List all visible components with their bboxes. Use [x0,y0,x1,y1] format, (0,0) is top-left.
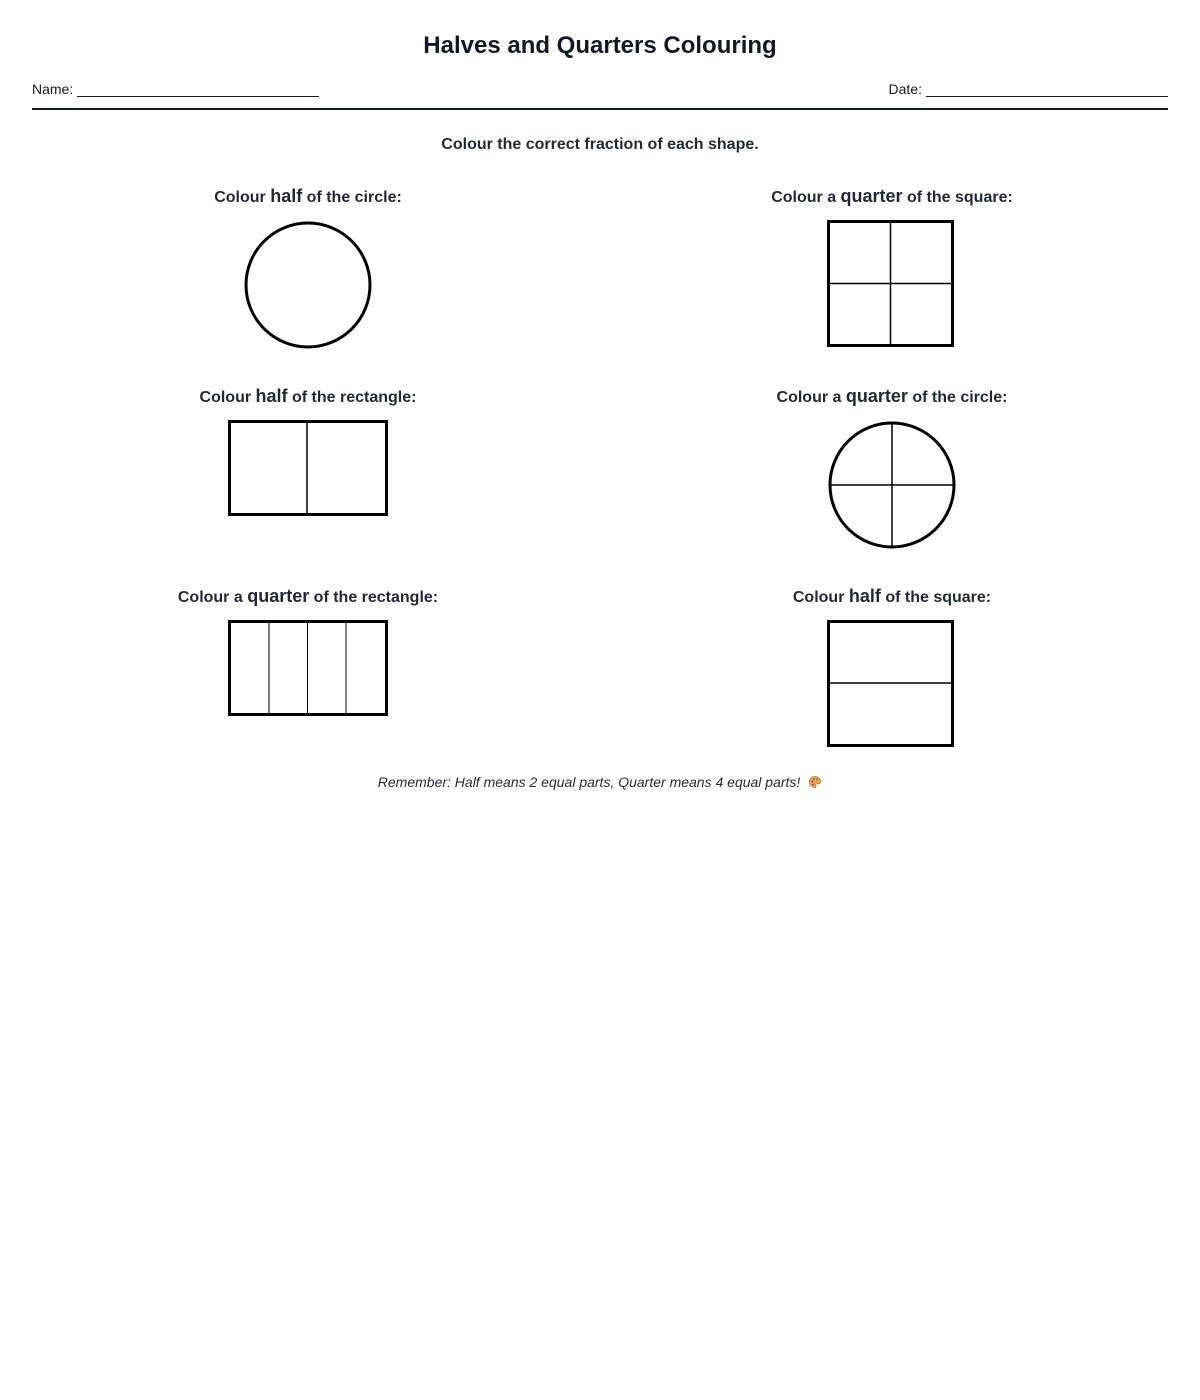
exercise-prompt: Colour a quarter of the circle: [776,386,1008,406]
instruction: Colour the correct fraction of each shape. [441,136,759,153]
circle-quarters-shape[interactable] [827,420,957,550]
exercise-prompt: Colour half of the circle: [214,186,402,206]
palette-icon [808,775,822,789]
header-fields [32,80,1168,110]
date-line[interactable] [926,80,1168,97]
name-label: Name: [32,81,74,97]
exercise-half-square [616,584,1168,750]
name-line[interactable] [77,80,319,97]
square-halves-shape[interactable] [827,620,957,750]
reminder-text: Remember: Half means 2 equal parts, Quarter means 4 equal parts! [377,774,801,790]
exercise-prompt: Colour a quarter of the rectangle: [177,586,439,606]
exercise-quarter-circle [616,384,1168,550]
square-quarters-shape[interactable] [827,220,957,350]
whole-circle-shape[interactable] [243,220,373,350]
exercise-half-circle [32,184,584,350]
exercise-prompt: Colour half of the rectangle: [199,386,417,406]
page-title: Halves and Quarters Colouring [423,32,777,59]
date-label: Date: [888,81,922,97]
reminder-note [32,774,1168,790]
exercise-half-rectangle [32,384,584,516]
rectangle-quarters-shape[interactable] [228,620,388,716]
exercise-prompt: Colour a quarter of the square: [771,186,1013,206]
date-field[interactable] [889,80,1168,97]
exercise-quarter-square [616,184,1168,350]
exercise-quarter-rectangle [32,584,584,716]
exercise-prompt: Colour half of the square: [792,586,992,606]
rectangle-halves-shape[interactable] [228,420,388,516]
name-field[interactable] [32,80,319,97]
